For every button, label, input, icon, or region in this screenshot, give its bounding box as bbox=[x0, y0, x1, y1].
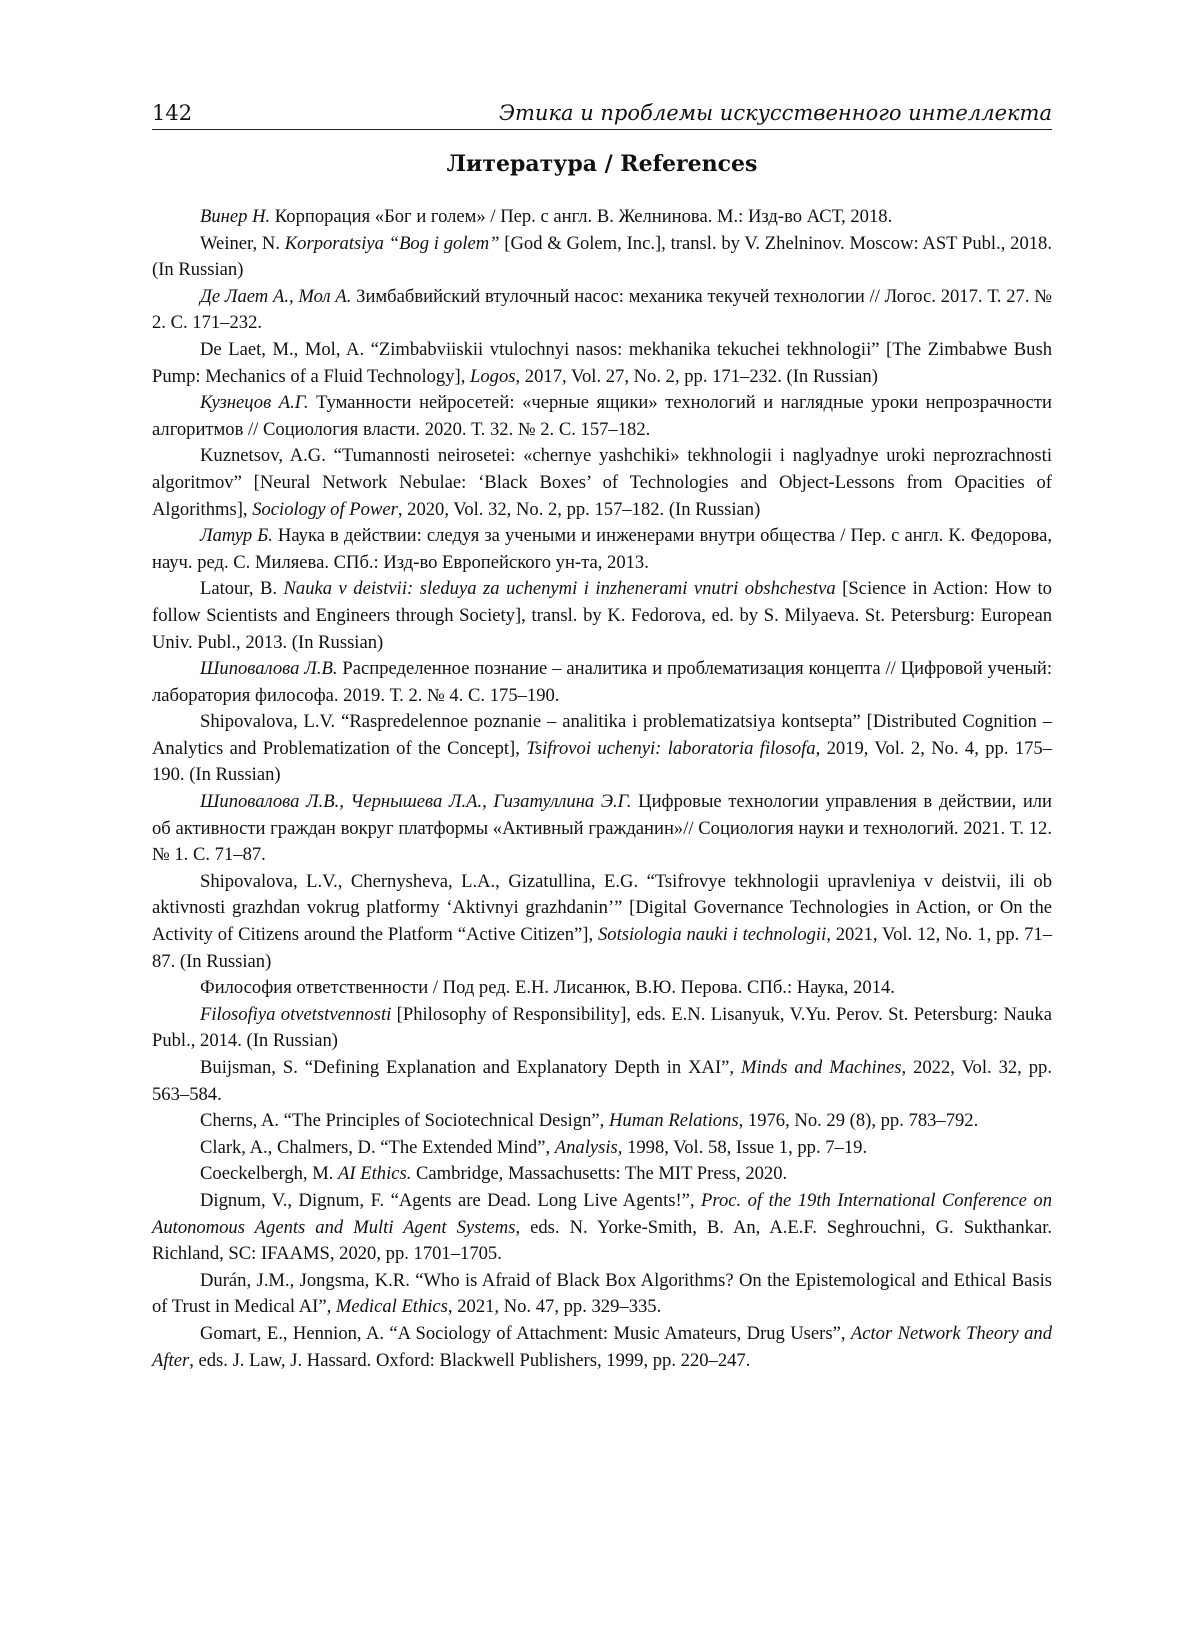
reference-it: Sociology of Power bbox=[252, 498, 398, 520]
reference-entry bbox=[152, 523, 1052, 576]
reference-entry bbox=[152, 709, 1052, 789]
reference-it: Кузнецов А.Г. bbox=[200, 392, 309, 414]
reference-it: Шиповалова Л.В. bbox=[200, 658, 338, 680]
reference-entry bbox=[152, 1135, 1052, 1162]
reference-pre: Cherns, A. “The Principles of Sociotechnical Design”, bbox=[200, 1110, 609, 1132]
reference-it: AI Ethics. bbox=[338, 1163, 412, 1185]
reference-pre: Latour, B. bbox=[200, 578, 284, 600]
reference-post: Цифровые технологии управления в действии, или об активности граждан вокруг платформы «Активный гражданин»// Социология науки и технологий. 2021. Т. 12. № 1. С. 71–87. bbox=[152, 791, 1053, 866]
section-title: Литература / References bbox=[446, 151, 758, 177]
reference-post: , 2022, Vol. 32, pp. 563–584. bbox=[152, 1057, 1052, 1105]
reference-post: , 2019, Vol. 2, No. 4, pp. 175–190. (In Russian) bbox=[152, 737, 1053, 786]
reference-pre: Dignum, V., Dignum, F. “Agents are Dead. Long Live Agents!”, bbox=[200, 1189, 702, 1211]
reference-post: , 2020, Vol. 32, No. 2, pp. 157–182. (In Russian) bbox=[397, 498, 761, 520]
reference-pre: Gomart, E., Hennion, A. “A Sociology of Attachment: Music Amateurs, Drug Users”, bbox=[200, 1322, 851, 1344]
reference-entry bbox=[152, 869, 1052, 975]
reference-entry bbox=[152, 1268, 1052, 1321]
reference-post: [Science in Action: How to follow Scientists and Engineers through Society], transl. by K. Fedorova, ed. by S. Milyaeva. St. Petersburg: European Univ. Publ., 2013. (In Russian) bbox=[152, 578, 1052, 653]
reference-it: Де Лает А., Мол А. bbox=[200, 285, 352, 307]
reference-it: Nauka v deistvii: sleduya za uchenymi i inzhenerami vnutri obshchestva bbox=[283, 578, 836, 600]
reference-entry bbox=[152, 231, 1052, 284]
reference-it: Medical Ethics bbox=[335, 1296, 448, 1318]
reference-entry bbox=[152, 1055, 1052, 1108]
reference-it: Filosofiya otvetstvennosti bbox=[200, 1003, 392, 1025]
reference-it: Korporatsiya “Bog i golem” bbox=[284, 232, 500, 254]
reference-entry bbox=[152, 204, 1052, 231]
reference-entry bbox=[152, 337, 1052, 390]
reference-entry bbox=[152, 1321, 1052, 1374]
reference-pre: Clark, A., Chalmers, D. “The Extended Mind”, bbox=[200, 1136, 555, 1158]
reference-entry bbox=[152, 1108, 1052, 1135]
reference-pre: De Laet, M., Mol, A. “Zimbabviiskii vtulochnyi nasos: mekhanika tekuchei tekhnologii” [The Zimbabwe Bush Pump: Mechanics of a Fluid Technology], bbox=[152, 338, 1052, 387]
reference-pre: Shipovalova, L.V., Chernysheva, L.A., Gizatullina, E.G. “Tsifrovye tekhnologii upravleniya v deistvii, ili ob aktivnosti grazhdan vokrug platformy ‘Aktivnyi grazhdanin’” [Digital Governance Technologies in Action, or On the Activity of Citizens around the Platform “Active Citizen”], bbox=[152, 870, 1052, 946]
reference-entry bbox=[152, 443, 1052, 523]
reference-post: , eds. J. Law, J. Hassard. Oxford: Blackwell Publishers, 1999, pp. 220–247. bbox=[189, 1349, 751, 1371]
reference-entry bbox=[152, 576, 1052, 656]
page-number: 142 bbox=[152, 101, 193, 125]
reference-pre: Buijsman, S. “Defining Explanation and Explanatory Depth in XAI”, bbox=[200, 1057, 741, 1078]
reference-it: Шиповалова Л.В., Чернышева Л.А., Гизатуллина Э.Г. bbox=[200, 791, 632, 813]
reference-post: , 2021, No. 47, pp. 329–335. bbox=[447, 1296, 662, 1318]
reference-entry bbox=[152, 656, 1052, 709]
reference-pre: Kuznetsov, A.G. “Tumannosti neirosetei: «chernye yashchiki» tekhnologii i naglyadnye uroki neprozrachnosti algoritmov” [Neural Network Nebulae: ‘Black Boxes’ of Technologies and Object-Lessons from Opacities of Algorithms], bbox=[152, 445, 1052, 520]
reference-list bbox=[152, 204, 1052, 1374]
reference-post: Туманности нейросетей: «черные ящики» технологий и наглядные уроки непрозрачности алгоритмов // Социология власти. 2020. Т. 32. № 2. С. 157–182. bbox=[152, 392, 1052, 440]
running-header bbox=[152, 100, 1052, 130]
journal-title: Этика и проблемы искусственного интеллекта bbox=[498, 101, 1052, 125]
reference-entry bbox=[152, 284, 1052, 337]
reference-entry bbox=[152, 390, 1052, 443]
reference-it: Actor Network Theory and After bbox=[152, 1322, 1052, 1371]
reference-post: , eds. N. Yorke-Smith, B. An, A.E.F. Seghrouchni, G. Sukthankar. Richland, SC: IFAAMS, 2020, pp. 1701–1705. bbox=[152, 1216, 1053, 1265]
reference-it: Tsifrovoi uchenyi: laboratoria filosofa bbox=[526, 737, 816, 759]
reference-post: 1998, Vol. 58, Issue 1, pp. 7–19. bbox=[622, 1136, 868, 1158]
reference-it: Human Relations bbox=[608, 1110, 739, 1132]
reference-it: Minds and Machines bbox=[741, 1057, 902, 1078]
reference-post: [Philosophy of Responsibility], eds. E.N. Lisanyuk, V.Yu. Perov. St. Petersburg: Nauka Publ., 2014. (In Russian) bbox=[152, 1003, 1052, 1052]
reference-post: Cambridge, Massachusetts: The MIT Press, 2020. bbox=[411, 1163, 788, 1185]
reference-it: Analysis, bbox=[554, 1136, 623, 1158]
reference-entry bbox=[152, 1002, 1052, 1055]
reference-post: Распределенное познание – аналитика и проблематизация концепта // Цифровой ученый: лаборатория философа. 2019. Т. 2. № 4. С. 175–190. bbox=[152, 658, 1053, 706]
reference-entry bbox=[152, 1188, 1052, 1268]
reference-entry bbox=[152, 1161, 1052, 1188]
reference-it: Logos bbox=[470, 365, 516, 387]
reference-pre: Coeckelbergh, M. bbox=[200, 1163, 339, 1185]
reference-it: Винер Н. bbox=[200, 206, 271, 227]
reference-entry bbox=[152, 975, 1052, 1002]
reference-it: Proc. of the 19th International Conference on Autonomous Agents and Multi Agent Systems bbox=[152, 1189, 1052, 1238]
reference-pre: Философия ответственности / Под ред. Е.Н. Лисанюк, В.Ю. Перова. СПб.: Наука, 2014. bbox=[200, 977, 895, 999]
document-page bbox=[152, 100, 1052, 1374]
reference-post: Наука в действии: следуя за учеными и инженерами внутри общества / Пер. с англ. К. Федорова, науч. ред. С. Миляева. СПб.: Изд-во Европейского ун-та, 2013. bbox=[152, 525, 1052, 573]
reference-post: Корпорация «Бог и голем» / Пер. с англ. В. Желнинова. М.: Изд-во АСТ, 2018. bbox=[270, 206, 893, 227]
reference-post: , 1976, No. 29 (8), pp. 783–792. bbox=[738, 1110, 979, 1132]
reference-it: Sotsiologia nauki i technologii, bbox=[597, 924, 831, 946]
reference-post: 2021, Vol. 12, No. 1, pp. 71–87. (In Russian) bbox=[152, 924, 1052, 972]
reference-post: Зимбабвийский втулочный насос: механика текучей технологии // Логос. 2017. Т. 27. № 2. С. 171–232. bbox=[152, 285, 1052, 334]
reference-post: , 2017, Vol. 27, No. 2, pp. 171–232. (In Russian) bbox=[515, 365, 878, 387]
reference-post: [God & Golem, Inc.], transl. by V. Zhelninov. Moscow: AST Publ., 2018. (In Russian) bbox=[152, 232, 1052, 281]
reference-pre: Weiner, N. bbox=[200, 232, 285, 254]
reference-pre: Shipovalova, L.V. “Raspredelennoe poznanie – analitika i problematizatsiya kontsepta” [Distributed Cognition – Analytics and Problematization of the Concept], bbox=[152, 711, 1052, 759]
reference-entry bbox=[152, 789, 1052, 869]
reference-pre: Durán, J.M., Jongsma, K.R. “Who is Afraid of Black Box Algorithms? On the Epistemological and Ethical Basis of Trust in Medical AI”, bbox=[152, 1269, 1052, 1318]
reference-it: Латур Б. bbox=[200, 525, 273, 547]
